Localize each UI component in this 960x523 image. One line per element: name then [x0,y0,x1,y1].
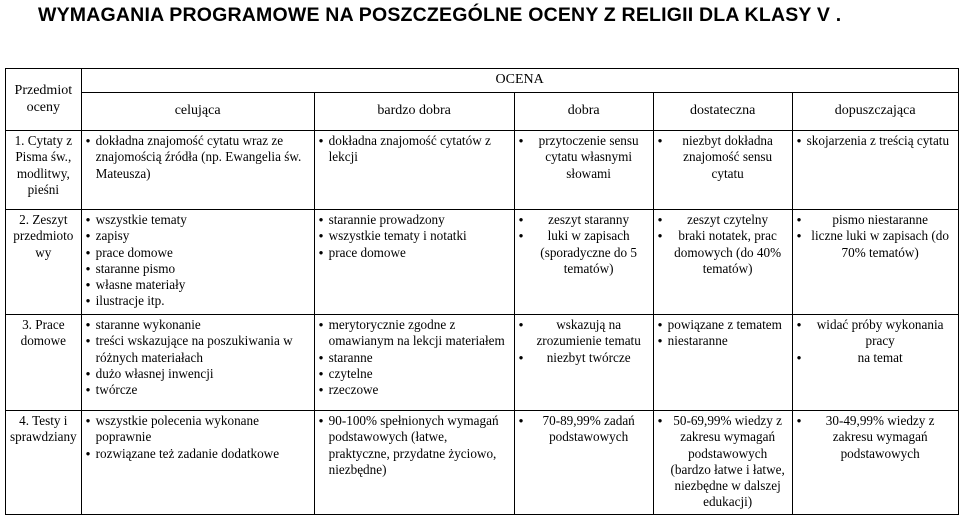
criteria-cell [81,210,314,315]
list-item: ● skojarzenia z treścią cytatu [797,133,954,149]
list-item: ● prace domowe [86,245,310,261]
criteria-cell [81,131,314,210]
subject-cell: 2. Zeszyt przedmioto wy [6,210,82,315]
list-item: ● powiązane z tematem [658,317,788,333]
table-row [6,315,959,411]
list-item: ● wszystkie polecenia wykonane poprawnie [86,413,310,446]
list-item: ● zapisy [86,228,310,244]
table-row [6,411,959,515]
criteria-cell [314,210,514,315]
list-item: ● braki notatek, prac domowych (do 40% tematów) [658,228,788,277]
criteria-cell [514,315,653,411]
criteria-cell [653,315,792,411]
list-item: ● starannie prowadzony [319,212,510,228]
list-item: ● rozwiązane też zadanie dodatkowe [86,446,310,462]
list-item: ● ilustracje itp. [86,293,310,309]
criteria-cell [653,210,792,315]
criteria-cell [514,411,653,515]
list-item: ● luki w zapisach (sporadyczne do 5 tematów) [519,228,649,277]
criteria-cell [653,411,792,515]
list-item: ● 90-100% spełnionych wymagań podstawowych (łatwe, praktyczne, przydatne życiowo, niezbędne) [319,413,510,478]
criteria-cell [792,210,958,315]
list-item: ● wszystkie tematy [86,212,310,228]
grade-header-celujaca: celująca [81,93,314,131]
list-item: ● 30-49,99% wiedzy z zakresu wymagań podstawowych [797,413,954,462]
list-item: ● merytorycznie zgodne z omawianym na lekcji materiałem [319,317,510,350]
subject-header: Przedmiot oceny [6,69,82,131]
subject-cell: 1. Cytaty z Pisma św., modlitwy, pieśni [6,131,82,210]
criteria-cell [314,315,514,411]
list-item: ● niezbyt twórcze [519,350,649,366]
criteria-cell [792,131,958,210]
criteria-cell [653,131,792,210]
subject-cell: 3. Prace domowe [6,315,82,411]
grade-header-dobra: dobra [514,93,653,131]
criteria-cell [81,315,314,411]
criteria-cell [792,315,958,411]
criteria-cell [314,131,514,210]
list-item: ● widać próby wykonania pracy [797,317,954,350]
list-item: ● 70-89,99% zadań podstawowych [519,413,649,446]
page-title: WYMAGANIA PROGRAMOWE NA POSZCZEGÓLNE OCENY Z RELIGII DLA KLASY V . [38,4,842,26]
list-item: ● czytelne [319,366,510,382]
criteria-cell [514,210,653,315]
list-item: ● liczne luki w zapisach (do 70% tematów) [797,228,954,261]
grades-header-row [6,93,959,131]
list-item: ● twórcze [86,382,310,398]
criteria-cell [314,411,514,515]
list-item: ● pismo niestaranne [797,212,954,228]
list-item: ● niestaranne [658,333,788,349]
table-row [6,131,959,210]
criteria-cell [81,411,314,515]
list-item: ● niezbyt dokładna znajomość sensu cytatu [658,133,788,182]
criteria-cell [792,411,958,515]
list-item: ● własne materiały [86,277,310,293]
list-item: ● wskazują na zrozumienie tematu [519,317,649,350]
list-item: ● przytoczenie sensu cytatu własnymi słowami [519,133,649,182]
list-item: ● prace domowe [319,245,510,261]
list-item: ● zeszyt staranny [519,212,649,228]
list-item: ● dużo własnej inwencji [86,366,310,382]
list-item: ● dokładna znajomość cytatów z lekcji [319,133,510,166]
ocena-header-row [6,69,959,93]
list-item: ● wszystkie tematy i notatki [319,228,510,244]
table-row [6,210,959,315]
list-item: ● na temat [797,350,954,366]
list-item: ● dokładna znajomość cytatu wraz ze znajomością źródła (np. Ewangelia św. Mateusza) [86,133,310,182]
requirements-table [5,68,959,515]
list-item: ● staranne wykonanie [86,317,310,333]
list-item: ● zeszyt czytelny [658,212,788,228]
criteria-cell [514,131,653,210]
grade-header-dopuszczajaca: dopuszczająca [792,93,958,131]
list-item: ● staranne [319,350,510,366]
list-item: ● 50-69,99% wiedzy z zakresu wymagań podstawowych (bardzo łatwe i łatwe, niezbędne w dalszej edukacji) [658,413,788,511]
grade-header-bardzo-dobra: bardzo dobra [314,93,514,131]
ocena-header: OCENA [81,69,958,93]
list-item: ● treści wskazujące na poszukiwania w różnych materiałach [86,333,310,366]
subject-cell: 4. Testy i sprawdziany [6,411,82,515]
list-item: ● rzeczowe [319,382,510,398]
grade-header-dostateczna: dostateczna [653,93,792,131]
list-item: ● staranne pismo [86,261,310,277]
